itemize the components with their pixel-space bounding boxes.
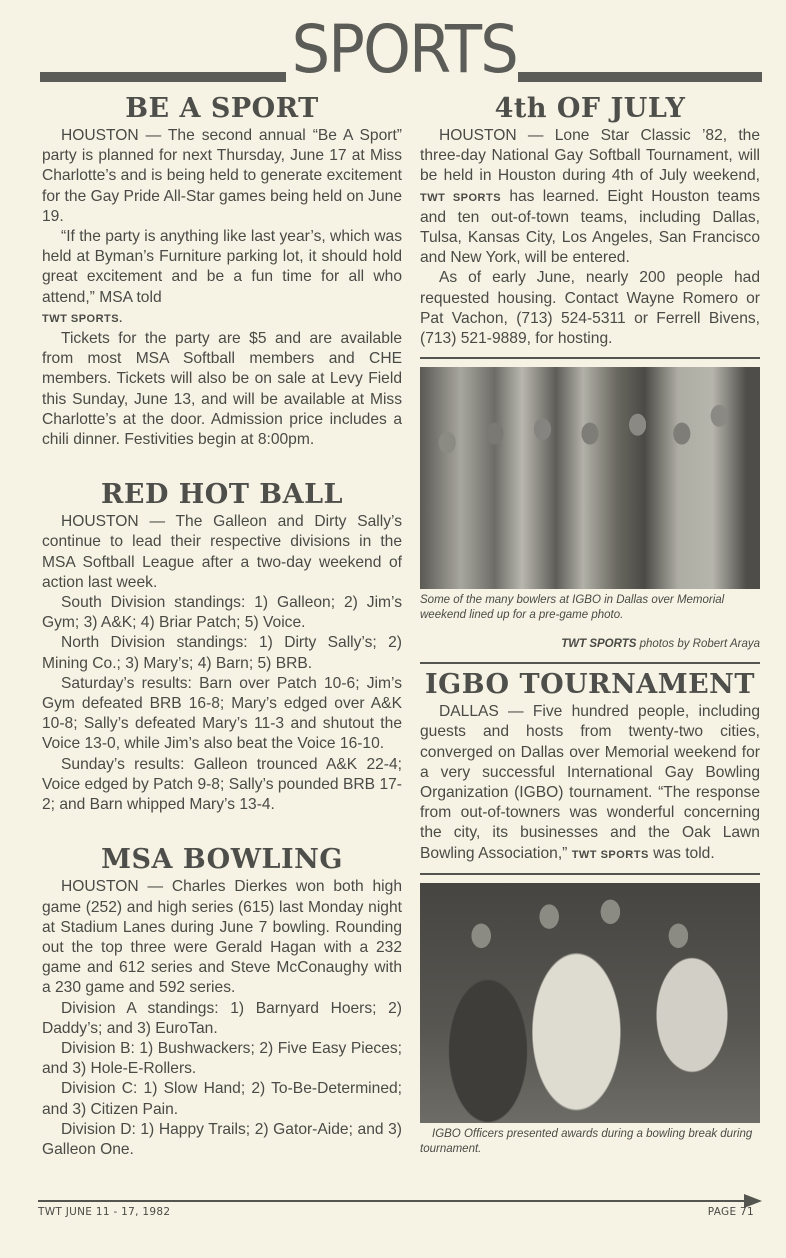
page-footer	[38, 1196, 762, 1226]
twt-sports-credit: TWT SPORTS	[571, 848, 649, 861]
divider-rule	[420, 662, 760, 664]
article-paragraph: North Division standings: 1) Dirty Sally’s; 2) Mining Co.; 3) Mary’s; 4) Barn; 5) BRB.	[42, 634, 402, 672]
article-4th-of-july	[420, 92, 760, 349]
photo-credit: TWT SPORTS photos by Robert Araya	[561, 638, 760, 651]
article-paragraph: Saturday’s results: Barn over Patch 10-6; Jim’s Gym defeated BRB 16-8; Mary’s edged over A&K 10-8; Sally’s defeated Mary’s 11-3 and shutout the Voice 13-0, while Jim’s also beat the Voice 16-10.	[42, 674, 402, 753]
bowlers-group-photo	[420, 367, 760, 589]
article-paragraph: HOUSTON — The Galleon and Dirty Sally’s continue to lead their respective divisions in the MSA Softball League after a two-day weekend of action last week.	[42, 513, 402, 591]
article-paragraph: HOUSTON — The second annual “Be A Sport” party is planned for next Thursday, June 17 at Miss Charlotte’s and is being held to generate excitement for the Gay Pride All-Star games being held on June 19.	[42, 127, 402, 225]
article-red-hot-ball	[42, 478, 402, 815]
article-paragraph: Division A standings: 1) Barnyard Hoers; 2) Daddy’s; and 3) EuroTan.	[42, 999, 402, 1037]
twt-sports-credit: TWT SPORTS.	[42, 312, 123, 325]
article-attribution	[42, 308, 402, 329]
right-column	[420, 92, 760, 1157]
headline-igbo-tournament: IGBO TOURNAMENT	[425, 669, 755, 701]
article-paragraph: As of early June, nearly 200 people had requested housing. Contact Wayne Romero or Pat Vachon, (713) 524-5311 or Ferrell Bivens, (713) 521-9889, for hosting.	[420, 269, 760, 348]
issue-date: TWT JUNE 11 - 17, 1982	[38, 1206, 171, 1218]
photo-caption: IGBO Officers presented awards during a bowling break during tournament.	[420, 1127, 753, 1155]
footer-rule	[38, 1200, 748, 1202]
article-paragraph: Sunday’s results: Galleon trounced A&K 22-4; Voice edged by Patch 9-8; Sally’s pounded BRB 17-2; and Barn whipped Mary’s 13-4.	[42, 755, 402, 814]
page-number: PAGE 71	[707, 1206, 754, 1218]
article-paragraph: Tickets for the party are $5 and are available from most MSA Softball members and CHE members. Tickets will also be on sale at Levy Field this Sunday, June 13, and will be available at Miss Charlotte’s at the door. Admission price includes a chili dinner. Festivities begin at 8:00pm.	[42, 330, 402, 449]
headline-red-hot-ball: RED HOT BALL	[100, 479, 344, 511]
article-paragraph: “If the party is anything like last year’s, which was held at Byman’s Furniture parking lot, it should hold great excitement and be a fun time for all who attend,” MSA told	[42, 228, 402, 306]
figure-bowlers	[420, 367, 760, 623]
article-paragraph: HOUSTON — Lone Star Classic ’82, the three-day National Gay Softball Tournament, will be held in Houston during 4th of July weekend, TWT SPORTS has learned. Eight Houston teams and ten out-of-town teams, including Dallas, Tulsa, Kansas City, Los Angeles, San Francisco and New York, will be entered.	[420, 127, 761, 267]
igbo-officers-photo	[420, 883, 760, 1123]
masthead-rule-left	[40, 72, 286, 82]
twt-sports-credit: TWT SPORTS	[420, 191, 502, 204]
article-paragraph: Division C: 1) Slow Hand; 2) To-Be-Determined; and 3) Citizen Pain.	[42, 1080, 402, 1118]
masthead-rule-right	[518, 72, 762, 82]
article-paragraph: Division D: 1) Happy Trails; 2) Gator-Aide; and 3) Galleon One.	[42, 1120, 402, 1158]
divider-rule	[420, 357, 760, 359]
headline-4th-of-july: 4th OF JULY	[494, 93, 686, 124]
article-paragraph: Division B: 1) Bushwackers; 2) Five Easy Pieces; and 3) Hole-E-Rollers.	[42, 1039, 402, 1078]
figure-officers	[420, 883, 760, 1157]
divider-rule	[420, 873, 760, 875]
masthead	[0, 0, 786, 92]
article-paragraph: DALLAS — Five hundred people, including guests and hosts from twenty-two cities, converged on Dallas over Memorial weekend for a very successful International Gay Bowling Organization (IGBO) tournament. “The response from out-of-towners was wonderful concerning the city, its businesses and the Oak Lawn Bowling Association,” TWT SPORTS was told.	[420, 703, 760, 862]
article-be-a-sport	[42, 92, 402, 450]
article-paragraph: South Division standings: 1) Galleon; 2) Jim’s Gym; 3) A&K; 4) Briar Patch; 5) Voice.	[42, 594, 402, 632]
article-igbo-tournament	[420, 668, 760, 865]
headline-msa-bowling: MSA BOWLING	[101, 844, 343, 876]
photo-credit-source: TWT SPORTS	[561, 638, 637, 651]
sports-logo-text: SPORTS	[291, 11, 517, 88]
photo-caption: Some of the many bowlers at IGBO in Dallas over Memorial weekend lined up for a pre-game photo.	[420, 594, 725, 622]
sports-logo	[291, 11, 517, 88]
article-paragraph: HOUSTON — Charles Dierkes won both high game (252) and high series (615) last Monday night at Stadium Lanes during June 7 bowling. Rounding out the top three were Gerald Hagan with a 232 game and 612 series and Steve McConaughy with a 230 game and 592 series.	[42, 878, 402, 997]
article-msa-bowling	[42, 843, 402, 1160]
headline-be-a-sport: BE A SPORT	[125, 93, 319, 124]
left-column	[42, 92, 402, 1160]
